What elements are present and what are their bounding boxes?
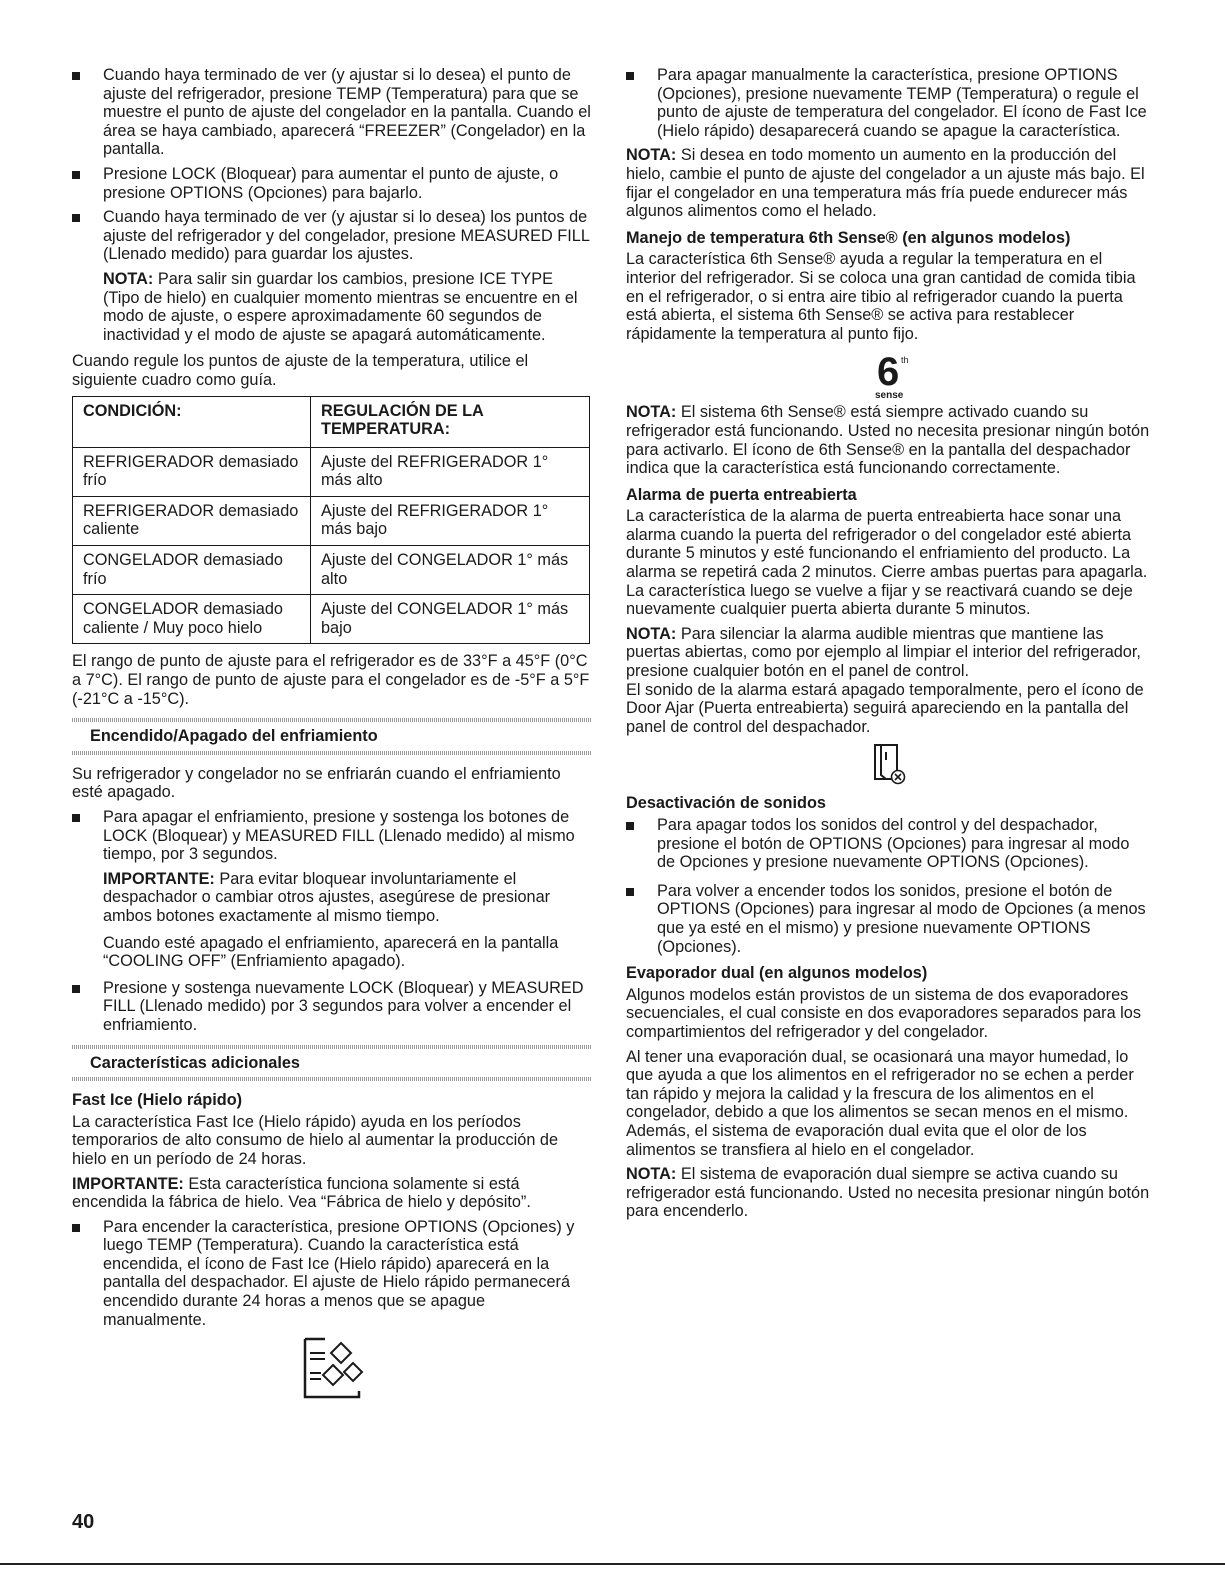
table-cell: REFRIGERADOR demasiado caliente — [73, 496, 311, 545]
list-item: Para apagar manualmente la característica, presione OPTIONS (Opciones), presione nuevamente TEMP (Temperatura) o regule el punto de ajuste de temperatura del congelador. El ícono de Fast Ice (Hielo rápido) desaparecerá cuando se apague la característica. — [626, 66, 1152, 140]
important-text: Esta característica funciona solamente si está encendida la fábrica de hielo. Vea “Fábrica de hielo y depósito”. — [72, 1174, 531, 1212]
table-cell: CONGELADOR demasiado frío — [73, 546, 311, 595]
fast-ice-icon — [297, 1335, 367, 1401]
list-item: Presione y sostenga nuevamente LOCK (Bloquear) y MEASURED FILL (Llenado medido) por 3 segundos para volver a encender el enfriamiento. — [72, 979, 592, 1035]
fast-ice-paragraph: La característica Fast Ice (Hielo rápido) ayuda en los períodos temporarios de alto consumo de hielo al aumentar la producción de hielo en un período de 24 horas. — [72, 1112, 559, 1168]
note-label: NOTA: — [626, 1165, 677, 1184]
list-item: Para volver a encender todos los sonidos, presione el botón de OPTIONS (Opciones) para ingresar al modo de Opciones (a menos que ya esté en el mismo) y presione nuevamente OPTIONS (Opciones). — [626, 882, 1152, 956]
note-paragraph — [626, 403, 1152, 477]
dual-evaporator-paragraph: Algunos modelos están provistos de un sistema de dos evaporadores secuenciales, el cual consiste en dos evaporadores separados para los compartimientos del refrigerador y del congelador. — [626, 985, 1141, 1041]
dual-evaporator-heading: Evaporador dual (en algunos modelos) — [626, 964, 928, 983]
bottom-rule — [0, 1563, 1225, 1565]
door-alarm-paragraph: La característica de la alarma de puerta entreabierta hace sonar una alarma cuando la puerta del refrigerador o del congelador esté abierta durante 5 minutos y esté funcionando el enfriamiento del producto. La alarma se repetirá cada 2 minutos. Cierre ambas puertas para apagarla. La característica luego se vuelve a fijar y se reactivará cuando se deje nuevamente cualquier puerta abierta durante 5 minutos. — [626, 507, 1148, 619]
table-row — [73, 546, 590, 595]
note-paragraph — [626, 1165, 1152, 1221]
temperature-guide-table — [72, 396, 590, 645]
note-paragraph — [626, 625, 1152, 681]
fast-ice-heading: Fast Ice (Hielo rápido) — [72, 1091, 243, 1110]
table-row — [73, 447, 590, 496]
table-cell: Ajuste del REFRIGERADOR 1° más alto — [311, 447, 590, 496]
table-cell: Ajuste del CONGELADOR 1° más alto — [311, 546, 590, 595]
important-paragraph — [72, 870, 592, 926]
sixth-sense-icon — [859, 349, 919, 401]
sixth-sense-sup: th — [901, 355, 909, 366]
table-cell: Ajuste del REFRIGERADOR 1° más bajo — [311, 496, 590, 545]
table-header-row — [73, 396, 590, 447]
important-label: IMPORTANTE: — [72, 1174, 184, 1193]
note-text: El sistema de evaporación dual siempre se activa cuando su refrigerador está funcionando. Usted no necesita presionar ningún botón para encenderlo. — [626, 1165, 1150, 1221]
important-paragraph — [72, 1175, 592, 1212]
sixth-sense-digit: 6 — [877, 350, 900, 395]
right-column — [626, 66, 1152, 1227]
left-column — [72, 66, 592, 1403]
note-label: NOTA: — [626, 146, 677, 165]
page-number: 40 — [72, 1511, 95, 1533]
list-item: Cuando haya terminado de ver (y ajustar si lo desea) el punto de ajuste del refrigerador, presione TEMP (Temperatura) para que se muestre el punto de ajuste del congelador en la pantalla. Cuando el área se haya cambiado, aparecerá “FREEZER” (Congelador) en la pantalla. — [72, 66, 592, 159]
list-item: Cuando haya terminado de ver (y ajustar si lo desea) los puntos de ajuste del refrigerador y del congelador, presione MEASURED FILL (Llenado medido) para guardar los ajustes. — [72, 208, 592, 264]
table-cell: REFRIGERADOR demasiado frío — [73, 447, 311, 496]
section-heading-cooling: Encendido/Apagado del enfriamiento — [72, 718, 592, 755]
cooling-off-paragraph: Cuando esté apagado el enfriamiento, aparecerá en la pantalla “COOLING OFF” (Enfriamiento apagado). — [103, 933, 559, 971]
table-row — [73, 595, 590, 644]
section-heading-features: Características adicionales — [72, 1045, 592, 1082]
sixth-sense-paragraph: La característica 6th Sense® ayuda a regular la temperatura en el interior del refrigerador. Si se coloca una gran cantidad de comida tibia en el refrigerador, o si entra aire tibio al refrigerador cuando la puerta está abierta, el sistema 6th Sense® se activa para restablecer rápidamente la temperatura al punto fijo. — [626, 250, 1136, 343]
important-label: IMPORTANTE: — [103, 869, 215, 888]
list-item: Para apagar todos los sonidos del control y del despachador, presione el botón de OPTIONS (Opciones) para ingresar al modo de Opciones y presione nuevamente OPTIONS (Opciones). — [626, 816, 1152, 872]
list-item: Para apagar el enfriamiento, presione y sostenga los botones de LOCK (Bloquear) y MEASURED FILL (Llenado medido) al mismo tiempo, por 3 segundos. — [72, 808, 592, 864]
important-text: Para evitar bloquear involuntariamente el despachador o cambiar otros ajustes, asegúrese de presionar ambos botones exactamente al mismo tiempo. — [103, 869, 551, 925]
note-label: NOTA: — [626, 403, 677, 422]
table-intro: Cuando regule los puntos de ajuste de la temperatura, utilice el siguiente cuadro como guía. — [72, 352, 529, 389]
table-cell: CONGELADOR demasiado caliente / Muy poco hielo — [73, 595, 311, 644]
table-row — [73, 496, 590, 545]
column-header: CONDICIÓN: — [73, 396, 311, 447]
door-ajar-icon — [869, 742, 909, 786]
note-label: NOTA: — [626, 624, 677, 643]
sixth-sense-word: sense — [875, 390, 904, 402]
door-alarm-heading: Alarma de puerta entreabierta — [626, 485, 857, 504]
list-item: Para encender la característica, presione OPTIONS (Opciones) y luego TEMP (Temperatura). Cuando la característica está encendida, el ícono de Fast Ice (Hielo rápido) aparecerá en la pantalla del despachador. El ajuste de Hielo rápido permanecerá encendido durante 24 horas a menos que se apague manualmente. — [72, 1218, 592, 1330]
sixth-sense-heading: Manejo de temperatura 6th Sense® (en algunos modelos) — [626, 228, 1071, 247]
cooling-intro: Su refrigerador y congelador no se enfriarán cuando el enfriamiento esté apagado. — [72, 764, 561, 802]
dual-evaporator-paragraph-2: Al tener una evaporación dual, se ocasionará una mayor humedad, lo que ayuda a que los alimentos en el refrigerador no se echen a perder tan rápido y mejora la calidad y la frescura de los alimentos en el congelador, debido a que los alimentos se secan menos en el mismo. Además, el sistema de evaporación dual evita que el olor de los alimentos se transfiera al hielo en el congelador. — [626, 1047, 1134, 1159]
note-paragraph — [626, 146, 1152, 220]
note-text: El sistema 6th Sense® está siempre activado cuando su refrigerador está funcionando. Usted no necesita presionar ningún botón para activarlo. El ícono de 6th Sense® en la pantalla del despachador indica que la característica está funcionando correctamente. — [626, 403, 1150, 478]
sounds-heading: Desactivación de sonidos — [626, 794, 826, 813]
range-paragraph: El rango de punto de ajuste para el refrigerador es de 33°F a 45°F (0°C a 7°C). El rango de punto de ajuste para el congelador es de -5°F a 5°F (-21°C a -15°C). — [72, 652, 590, 708]
note-text: Si desea en todo momento un aumento en la producción del hielo, cambie el punto de ajuste del congelador a un ajuste más bajo. El fijar el congelador en una temperatura más fría puede endurecer más algunos alimentos como el helado. — [626, 146, 1145, 221]
note-text: Para salir sin guardar los cambios, presione ICE TYPE (Tipo de hielo) en cualquier momento mientras se encuentre en el modo de ajuste, o espere aproximadamente 60 segundos de inactividad y el modo de ajuste se apagará automáticamente. — [103, 269, 578, 344]
list-item: Presione LOCK (Bloquear) para aumentar el punto de ajuste, o presione OPTIONS (Opciones) para bajarlo. — [72, 165, 592, 202]
door-alarm-paragraph-2: El sonido de la alarma estará apagado temporalmente, pero el ícono de Door Ajar (Puerta entreabierta) seguirá apareciendo en la pantalla del panel de control del despachador. — [626, 680, 1144, 736]
note-label: NOTA: — [103, 269, 154, 288]
column-header: REGULACIÓN DE LA TEMPERATURA: — [311, 396, 590, 447]
note-paragraph — [72, 270, 592, 344]
table-cell: Ajuste del CONGELADOR 1° más bajo — [311, 595, 590, 644]
note-text: Para silenciar la alarma audible mientras que mantiene las puertas abiertas, como por ejemplo al limpiar el interior del refrigerador, presione cualquier botón en el panel de control. — [626, 624, 1141, 681]
